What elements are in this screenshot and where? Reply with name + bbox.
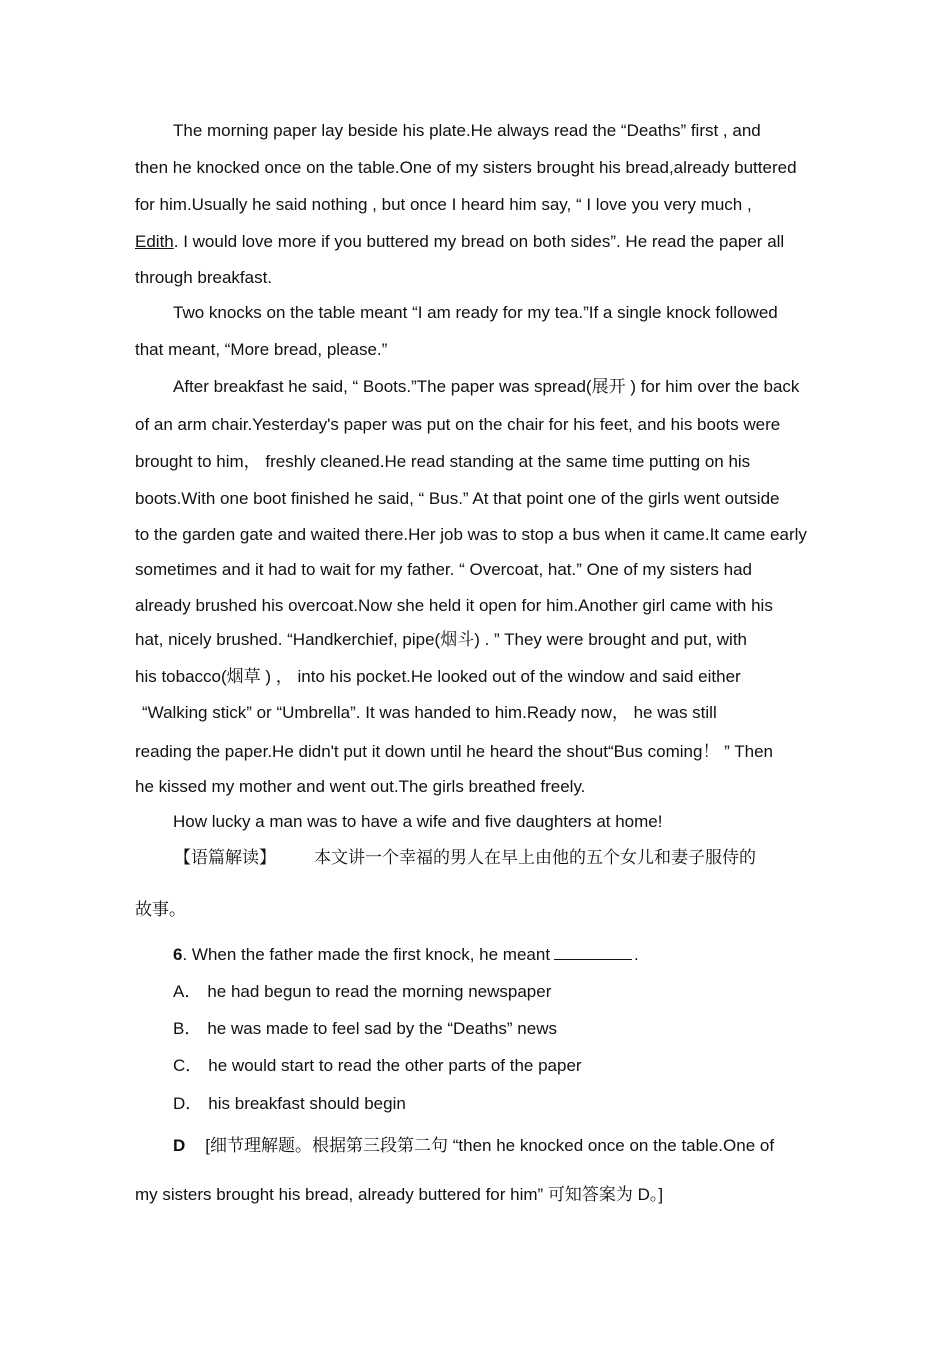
passage-line: boots.With one boot finished he said, “ Bus.” At that point one of the girls went outside — [135, 489, 780, 508]
passage-line: to the garden gate and waited there.Her job was to stop a bus when it came.It came early — [135, 525, 807, 544]
analysis-label: 【语篇解读】 — [174, 848, 276, 868]
passage-line: After breakfast he said, “ Boots.”The paper was spread(展开 ) for him over the back — [173, 377, 800, 396]
question-number: 6 — [173, 945, 183, 964]
option-text: he had begun to read the morning newspaper — [207, 982, 552, 1001]
question-stem — [173, 945, 639, 965]
passage-line: already brushed his overcoat.Now she held it open for him.Another girl came with his — [135, 596, 773, 615]
passage-line: reading the paper.He didn't put it down until he heard the shout“Bus coming！ ” Then — [135, 742, 773, 761]
passage-line: his tobacco(烟草 ) ， into his pocket.He looked out of the window and said either — [135, 667, 741, 686]
answer-line — [173, 1136, 774, 1156]
passage-line: sometimes and it had to wait for my father. “ Overcoat, hat.” One of my sisters had — [135, 560, 752, 579]
analysis-line — [174, 848, 756, 868]
option-a — [173, 982, 551, 1002]
answer-explanation-cont: my sisters brought his bread, already buttered for him” 可知答案为 D。] — [135, 1185, 664, 1204]
question-text: . When the father made the first knock, he meant — [182, 945, 551, 964]
answer-letter: D — [173, 1136, 186, 1155]
passage-line — [135, 232, 784, 252]
option-letter: D． — [173, 1094, 203, 1113]
passage-line: Two knocks on the table meant “I am ready for my tea.”If a single knock followed — [173, 303, 778, 322]
question-end: . — [634, 945, 639, 964]
option-letter: A． — [173, 982, 202, 1001]
option-text: he would start to read the other parts of the paper — [208, 1056, 582, 1075]
underlined-name: Edith — [135, 232, 174, 251]
passage-line: through breakfast. — [135, 268, 273, 287]
passage-line: hat, nicely brushed. “Handkerchief, pipe(烟斗) . ” They were brought and put, with — [135, 630, 747, 649]
option-text: he was made to feel sad by the “Deaths” news — [207, 1019, 557, 1038]
option-d — [173, 1094, 406, 1114]
analysis-text: 本文讲一个幸福的男人在早上由他的五个女儿和妻子服侍的 — [314, 848, 756, 868]
passage-line: How lucky a man was to have a wife and five daughters at home! — [173, 812, 663, 831]
analysis-text-cont: 故事。 — [135, 900, 186, 920]
option-b — [173, 1019, 557, 1039]
answer-explanation: [细节理解题。根据第三段第二句 “then he knocked once on the table.One of — [205, 1136, 775, 1155]
passage-line: then he knocked once on the table.One of my sisters brought his bread,already buttered — [135, 158, 797, 177]
passage-line: “Walking stick” or “Umbrella”. It was handed to him.Ready now， he was still — [142, 703, 717, 722]
passage-line: that meant, “More bread, please.” — [135, 340, 388, 359]
passage-line: for him.Usually he said nothing , but once I heard him say, “ I love you very much , — [135, 195, 752, 214]
option-text: his breakfast should begin — [208, 1094, 406, 1113]
option-letter: B． — [173, 1019, 202, 1038]
passage-line: The morning paper lay beside his plate.He always read the “Deaths” first , and — [173, 121, 761, 140]
option-letter: C． — [173, 1056, 203, 1075]
passage-line: of an arm chair.Yesterday's paper was put on the chair for his feet, and his boots were — [135, 415, 781, 434]
answer-blank — [554, 945, 632, 960]
passage-line: he kissed my mother and went out.The girls breathed freely. — [135, 777, 586, 796]
passage-line: brought to him， freshly cleaned.He read standing at the same time putting on his — [135, 452, 751, 471]
passage-line-rest: . I would love more if you buttered my bread on both sides”. He read the paper all — [173, 232, 785, 251]
option-c — [173, 1056, 582, 1076]
